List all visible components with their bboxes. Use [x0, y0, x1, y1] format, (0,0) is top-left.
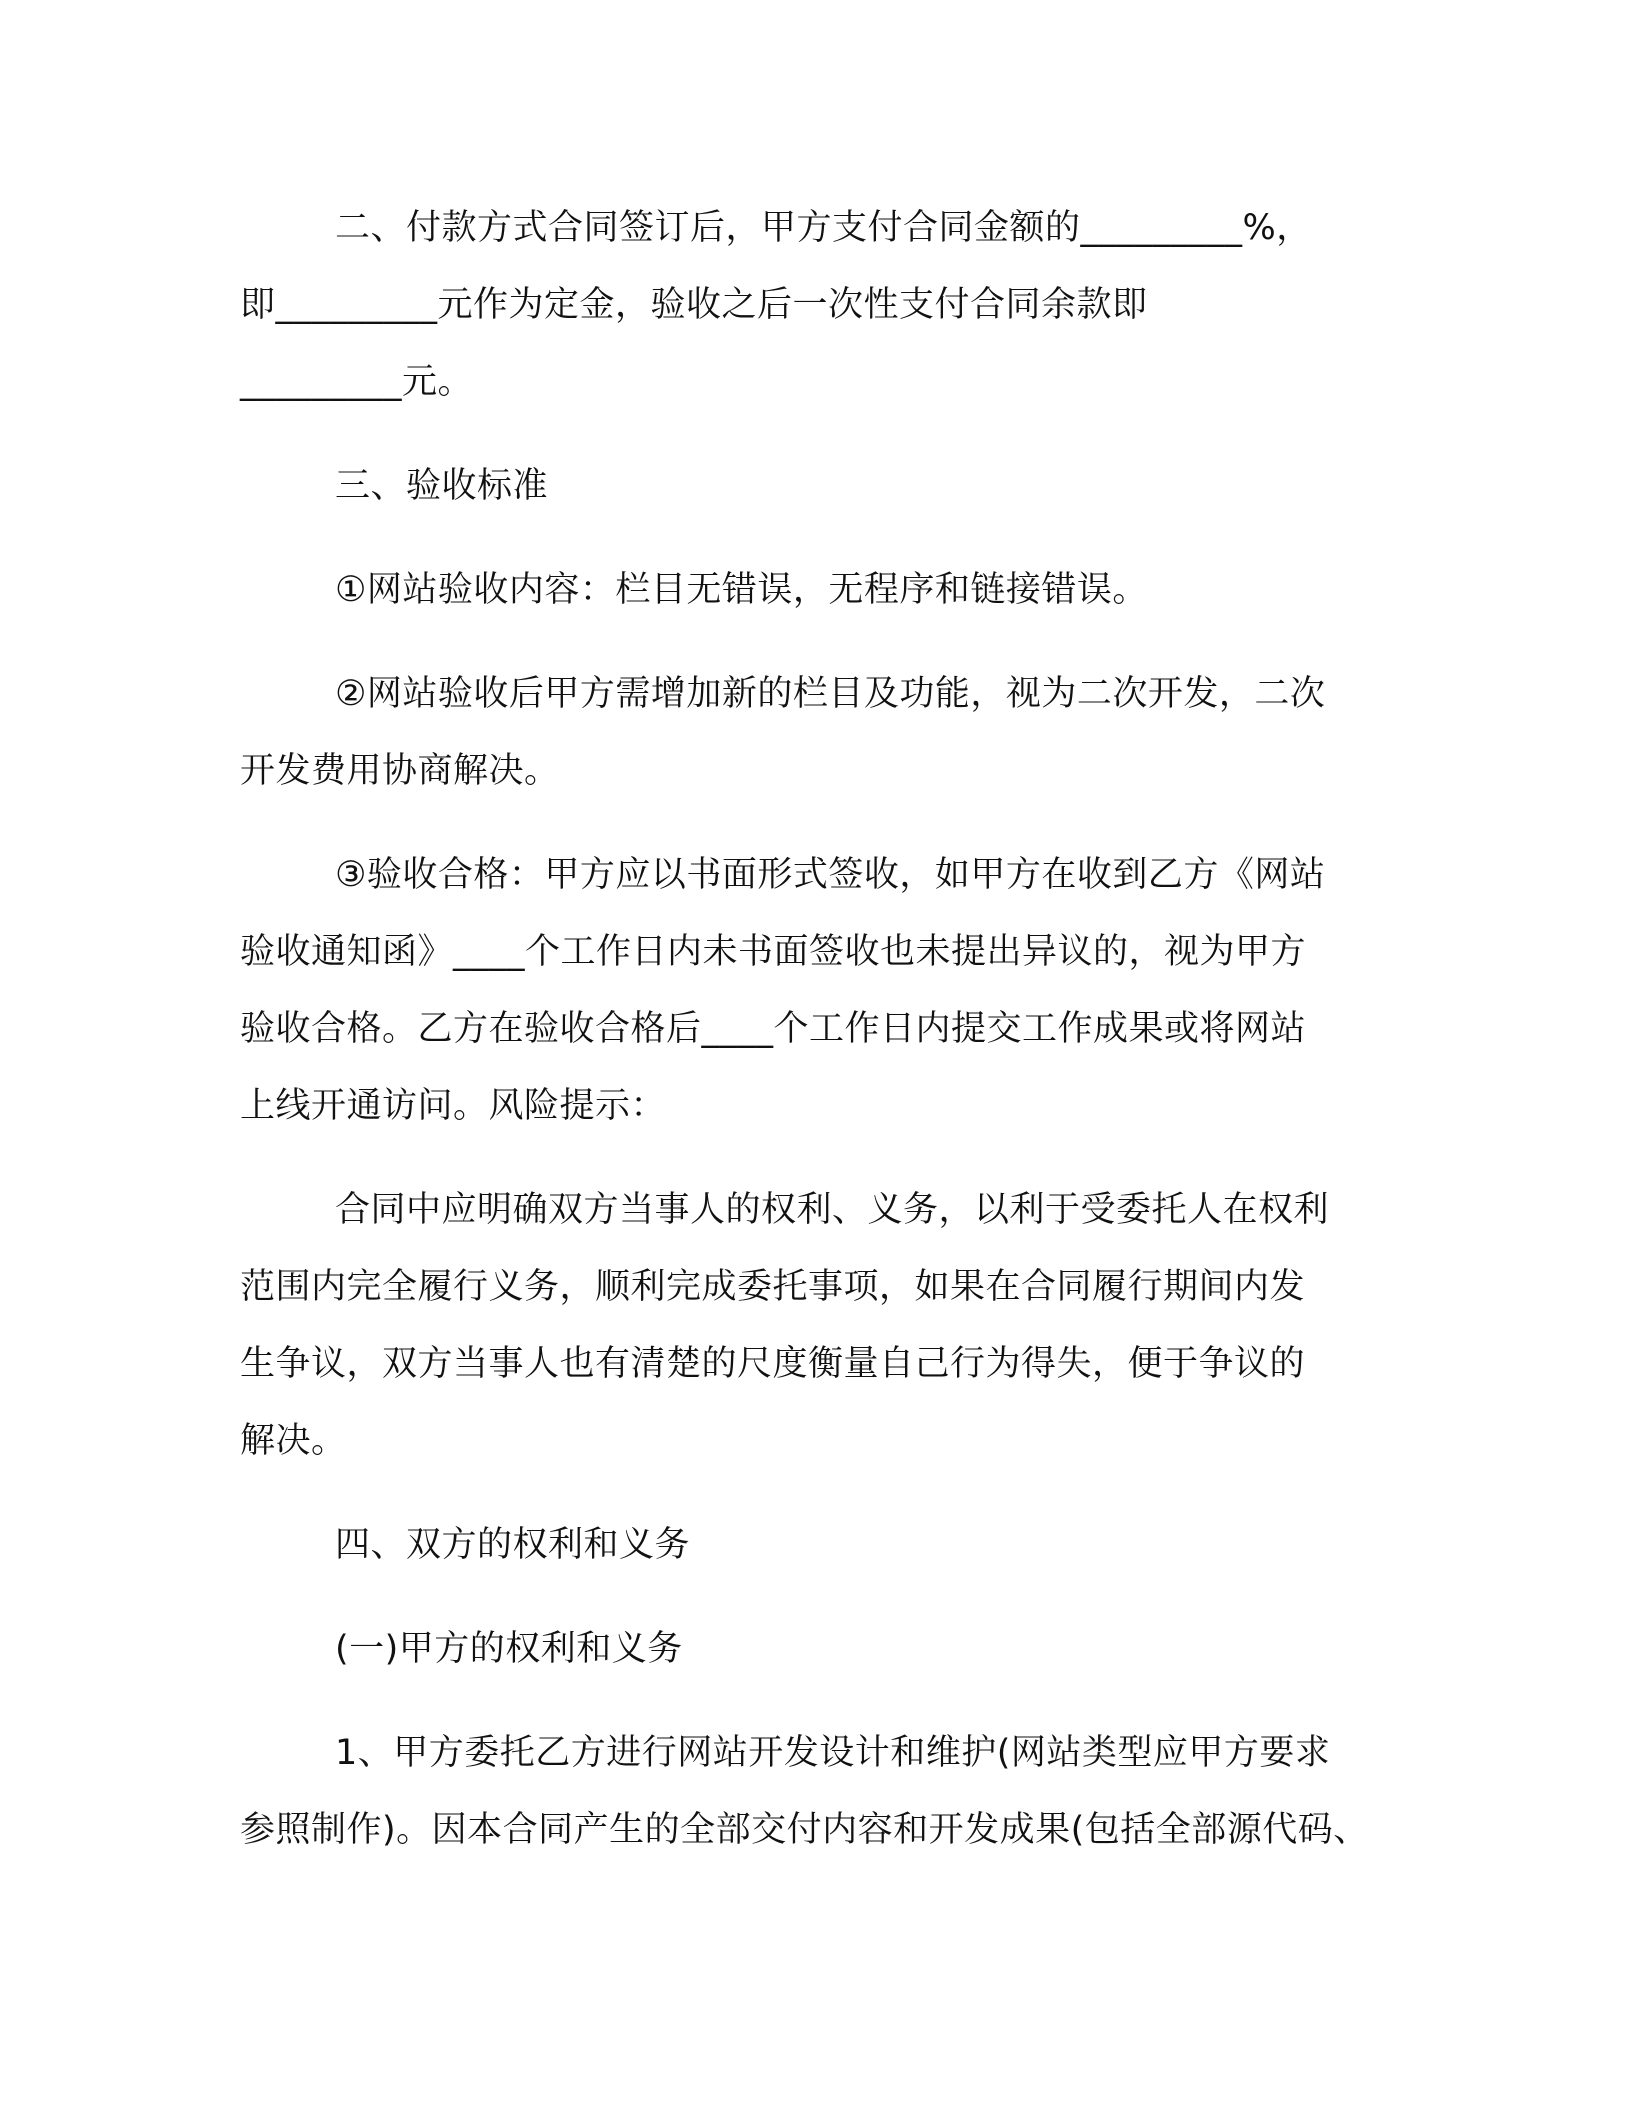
- paragraph-acceptance-qualified: [240, 837, 1420, 1145]
- paragraph-line: 范围内完全履行义务，顺利完成委托事项，如果在合同履行期间内发: [240, 1267, 1306, 1307]
- paragraph-line: 参照制作)。因本合同产生的全部交付内容和开发成果(包括全部源代码、: [240, 1810, 1369, 1850]
- subsection-heading-party-a: [240, 1611, 1420, 1688]
- paragraph-line: 验收合格。乙方在验收合格后____个工作日内提交工作成果或将网站: [240, 1009, 1307, 1049]
- paragraph-line: 验收通知函》____个工作日内未书面签收也未提出异议的，视为甲方: [240, 932, 1307, 972]
- document-page: [240, 190, 1420, 1869]
- paragraph-secondary-development: [240, 656, 1420, 810]
- paragraph-line: 开发费用协商解决。: [240, 751, 560, 791]
- paragraph-payment-terms: [240, 190, 1420, 421]
- paragraph-line: ①网站验收内容：栏目无错误，无程序和链接错误。: [335, 570, 1148, 610]
- paragraph-line: 1、甲方委托乙方进行网站开发设计和维护(网站类型应甲方要求: [335, 1733, 1331, 1773]
- section-heading-acceptance-standard: [240, 448, 1420, 525]
- paragraph-line: _________元。: [240, 362, 474, 402]
- paragraph-line: 上线开通访问。风险提示：: [240, 1086, 667, 1126]
- heading-line: 三、验收标准: [335, 466, 549, 506]
- heading-line: (一)甲方的权利和义务: [335, 1629, 683, 1669]
- paragraph-line: ②网站验收后甲方需增加新的栏目及功能，视为二次开发，二次: [335, 674, 1326, 714]
- paragraph-line: 二、付款方式合同签订后，甲方支付合同金额的_________%，: [335, 208, 1312, 248]
- paragraph-line: 合同中应明确双方当事人的权利、义务，以利于受委托人在权利: [335, 1190, 1330, 1230]
- paragraph-line: 解决。: [240, 1421, 347, 1461]
- paragraph-line: ③验收合格：甲方应以书面形式签收，如甲方在收到乙方《网站: [335, 855, 1326, 895]
- paragraph-line: 生争议，双方当事人也有清楚的尺度衡量自己行为得失，便于争议的: [240, 1344, 1306, 1384]
- heading-line: 四、双方的权利和义务: [335, 1525, 691, 1565]
- paragraph-risk-notice: [240, 1172, 1420, 1480]
- paragraph-acceptance-content: [240, 552, 1420, 629]
- section-heading-rights-obligations: [240, 1507, 1420, 1584]
- paragraph-party-a-item-1: [240, 1715, 1420, 1869]
- paragraph-line: 即_________元作为定金，验收之后一次性支付合同余款即: [240, 285, 1148, 325]
